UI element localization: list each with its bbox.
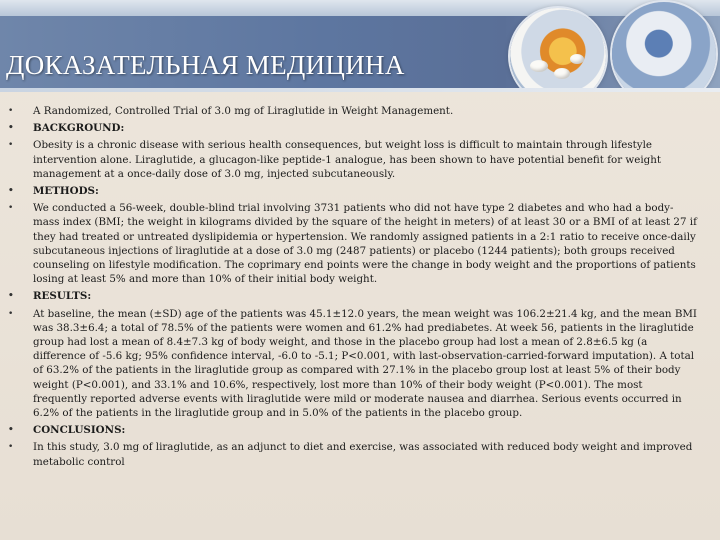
list-item-results-text: • At baseline, the mean (±SD) age of the patients was 45.1±12.0 years, the mean weight was 106.2±21.4 kg, and the mean BMI was 38.3±6.4; a total of 78.5% of the patients were women and 61.2% had prediabetes. At week 56, patients in the liraglutide group had lost a mean of 8.4±7.3 kg of body weight, and those in the placebo group had lost a mean of 2.8±6.5 kg (a difference of -5.6 kg; 95% confidence interval, -6.0 to -5.1; P<0.001, with last-observation-carried-forward imputation). A total of 63.2% of the patients in the liraglutide group as compared with 27.1% in the placebo group lost at least 5% of their body weight (P<0.001), and 33.1% and 10.6%, respectively, lost more than 10% of their body weight (P<0.001). The most frequently reported adverse events with liraglutide were mild or moderate nausea and diarrhea. Serious events occurred in 6.2% of the patients in the liraglutide group and in 5.0% of the patients in the placebo group.	[8, 307, 698, 421]
pill-shape	[570, 54, 584, 64]
list-item-background-text: • Obesity is a chronic disease with serious health consequences, but weight loss is difficult to maintain through lifestyle intervention alone. Liraglutide, a glucagon-like peptide-1 analogue, has been shown to have potential benefit for weight management at a once-daily dose of 3.0 mg, injected subcutaneously.	[8, 138, 698, 181]
pills-photo	[510, 8, 606, 92]
header-strip	[0, 0, 720, 16]
header-banner	[0, 0, 720, 92]
bullet-list	[8, 104, 698, 469]
pill-shape	[554, 68, 570, 79]
list-item-methods-heading: • METHODS:	[8, 184, 698, 198]
list-item-conclusions-heading: • CONCLUSIONS:	[8, 423, 698, 437]
slide-title: ДОКАЗАТЕЛЬНАЯ МЕДИЦИНА	[6, 50, 405, 80]
list-item-title: • A Randomized, Controlled Trial of 3.0 mg of Liraglutide in Weight Management.	[8, 104, 698, 118]
list-item-methods-text: • We conducted a 56-week, double-blind trial involving 3731 patients who did not have type 2 diabetes and who had a body-mass index (BMI; the weight in kilograms divided by the square of the height in meters) of at least 30 or a BMI of at least 27 if they had treated or untreated dyslipidemia or hypertension. We randomly assigned patients in a 2:1 ratio to receive once-daily subcutaneous injections of liraglutide at a dose of 3.0 mg (2487 patients) or placebo (1244 patients); both groups received counseling on lifestyle modification. The coprimary end points were the change in body weight and the proportions of patients losing at least 5% and more than 10% of their initial body weight.	[8, 201, 698, 286]
pill-shape	[530, 60, 548, 72]
list-item-results-heading: • RESULTS:	[8, 289, 698, 303]
list-item-conclusions-text: • In this study, 3.0 mg of liraglutide, as an adjunct to diet and exercise, was associated with reduced body weight and improved metabolic control	[8, 440, 698, 468]
header-divider	[0, 88, 720, 92]
list-item-background-heading: • BACKGROUND:	[8, 121, 698, 135]
abstract-content	[8, 104, 698, 534]
